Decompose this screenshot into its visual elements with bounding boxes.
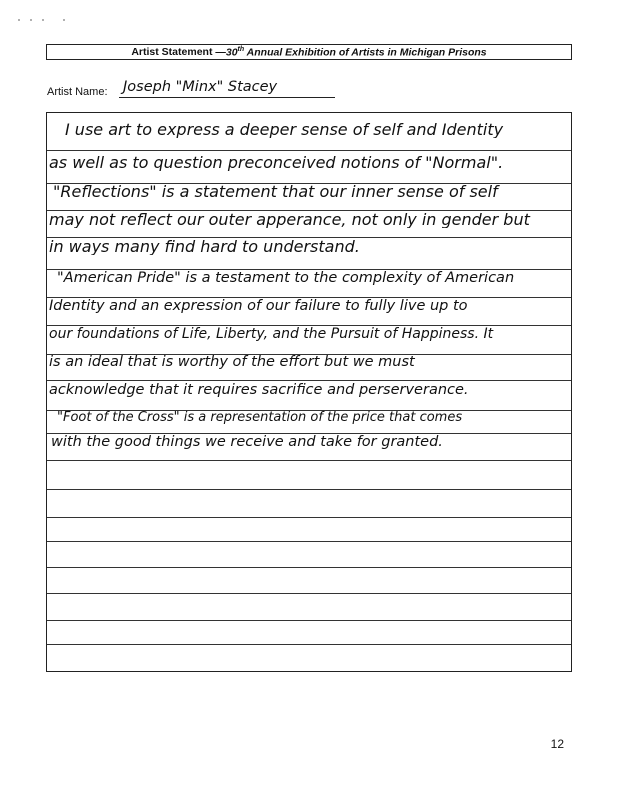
statement-line: Identity and an expression of our failure to fully live up to [49, 299, 468, 314]
ruled-line [47, 380, 571, 381]
scan-speck [18, 19, 20, 21]
title-rest: Annual Exhibition of Artists in Michigan Prisons [244, 46, 487, 59]
ruled-line [47, 489, 571, 490]
statement-line: acknowledge that it requires sacrifice and perserverance. [49, 383, 469, 398]
title-plain: Artist Statement — [131, 46, 226, 58]
scan-speck [63, 19, 65, 21]
ruled-line [47, 620, 571, 621]
ruled-line [47, 593, 571, 594]
title-ordinal: 30 [225, 46, 238, 59]
artist-name-label: Artist Name: [47, 86, 108, 98]
ruled-line [47, 541, 571, 542]
statement-line: may not reflect our outer apperance, not only in gender but [49, 212, 530, 228]
artist-name-row [47, 79, 337, 101]
ruled-line [47, 297, 571, 298]
form-title [46, 44, 572, 60]
ruled-line [47, 644, 571, 645]
ruled-line [47, 210, 571, 211]
statement-line: "Reflections" is a statement that our inner sense of self [53, 184, 498, 200]
statement-line: our foundations of Life, Liberty, and the Pursuit of Happiness. It [49, 327, 494, 341]
statement-sheet [46, 112, 572, 672]
scan-speck [42, 19, 44, 21]
artist-name-field[interactable]: Joseph "Minx" Stacey [119, 79, 335, 98]
page-number: 12 [550, 737, 564, 751]
ruled-line [47, 460, 571, 461]
ruled-line [47, 237, 571, 238]
statement-line: in ways many find hard to understand. [49, 239, 360, 255]
title-italic [226, 46, 487, 59]
statement-line: "American Pride" is a testament to the complexity of American [57, 271, 515, 286]
scan-speck [30, 19, 32, 21]
ruled-line [47, 517, 571, 518]
ruled-line [47, 567, 571, 568]
statement-line: is an ideal that is worthy of the effort but we must [49, 355, 415, 370]
title-ordinal-suffix: th [237, 45, 245, 53]
ruled-line [47, 325, 571, 326]
ruled-line [47, 150, 571, 151]
ruled-line [47, 269, 571, 270]
statement-line: I use art to express a deeper sense of self and Identity [65, 122, 504, 138]
statement-line: with the good things we receive and take for granted. [51, 435, 443, 450]
ruled-line [47, 433, 571, 434]
statement-line: as well as to question preconceived notions of "Normal". [49, 155, 504, 171]
statement-line: "Foot of the Cross" is a representation of the price that comes [57, 411, 463, 424]
